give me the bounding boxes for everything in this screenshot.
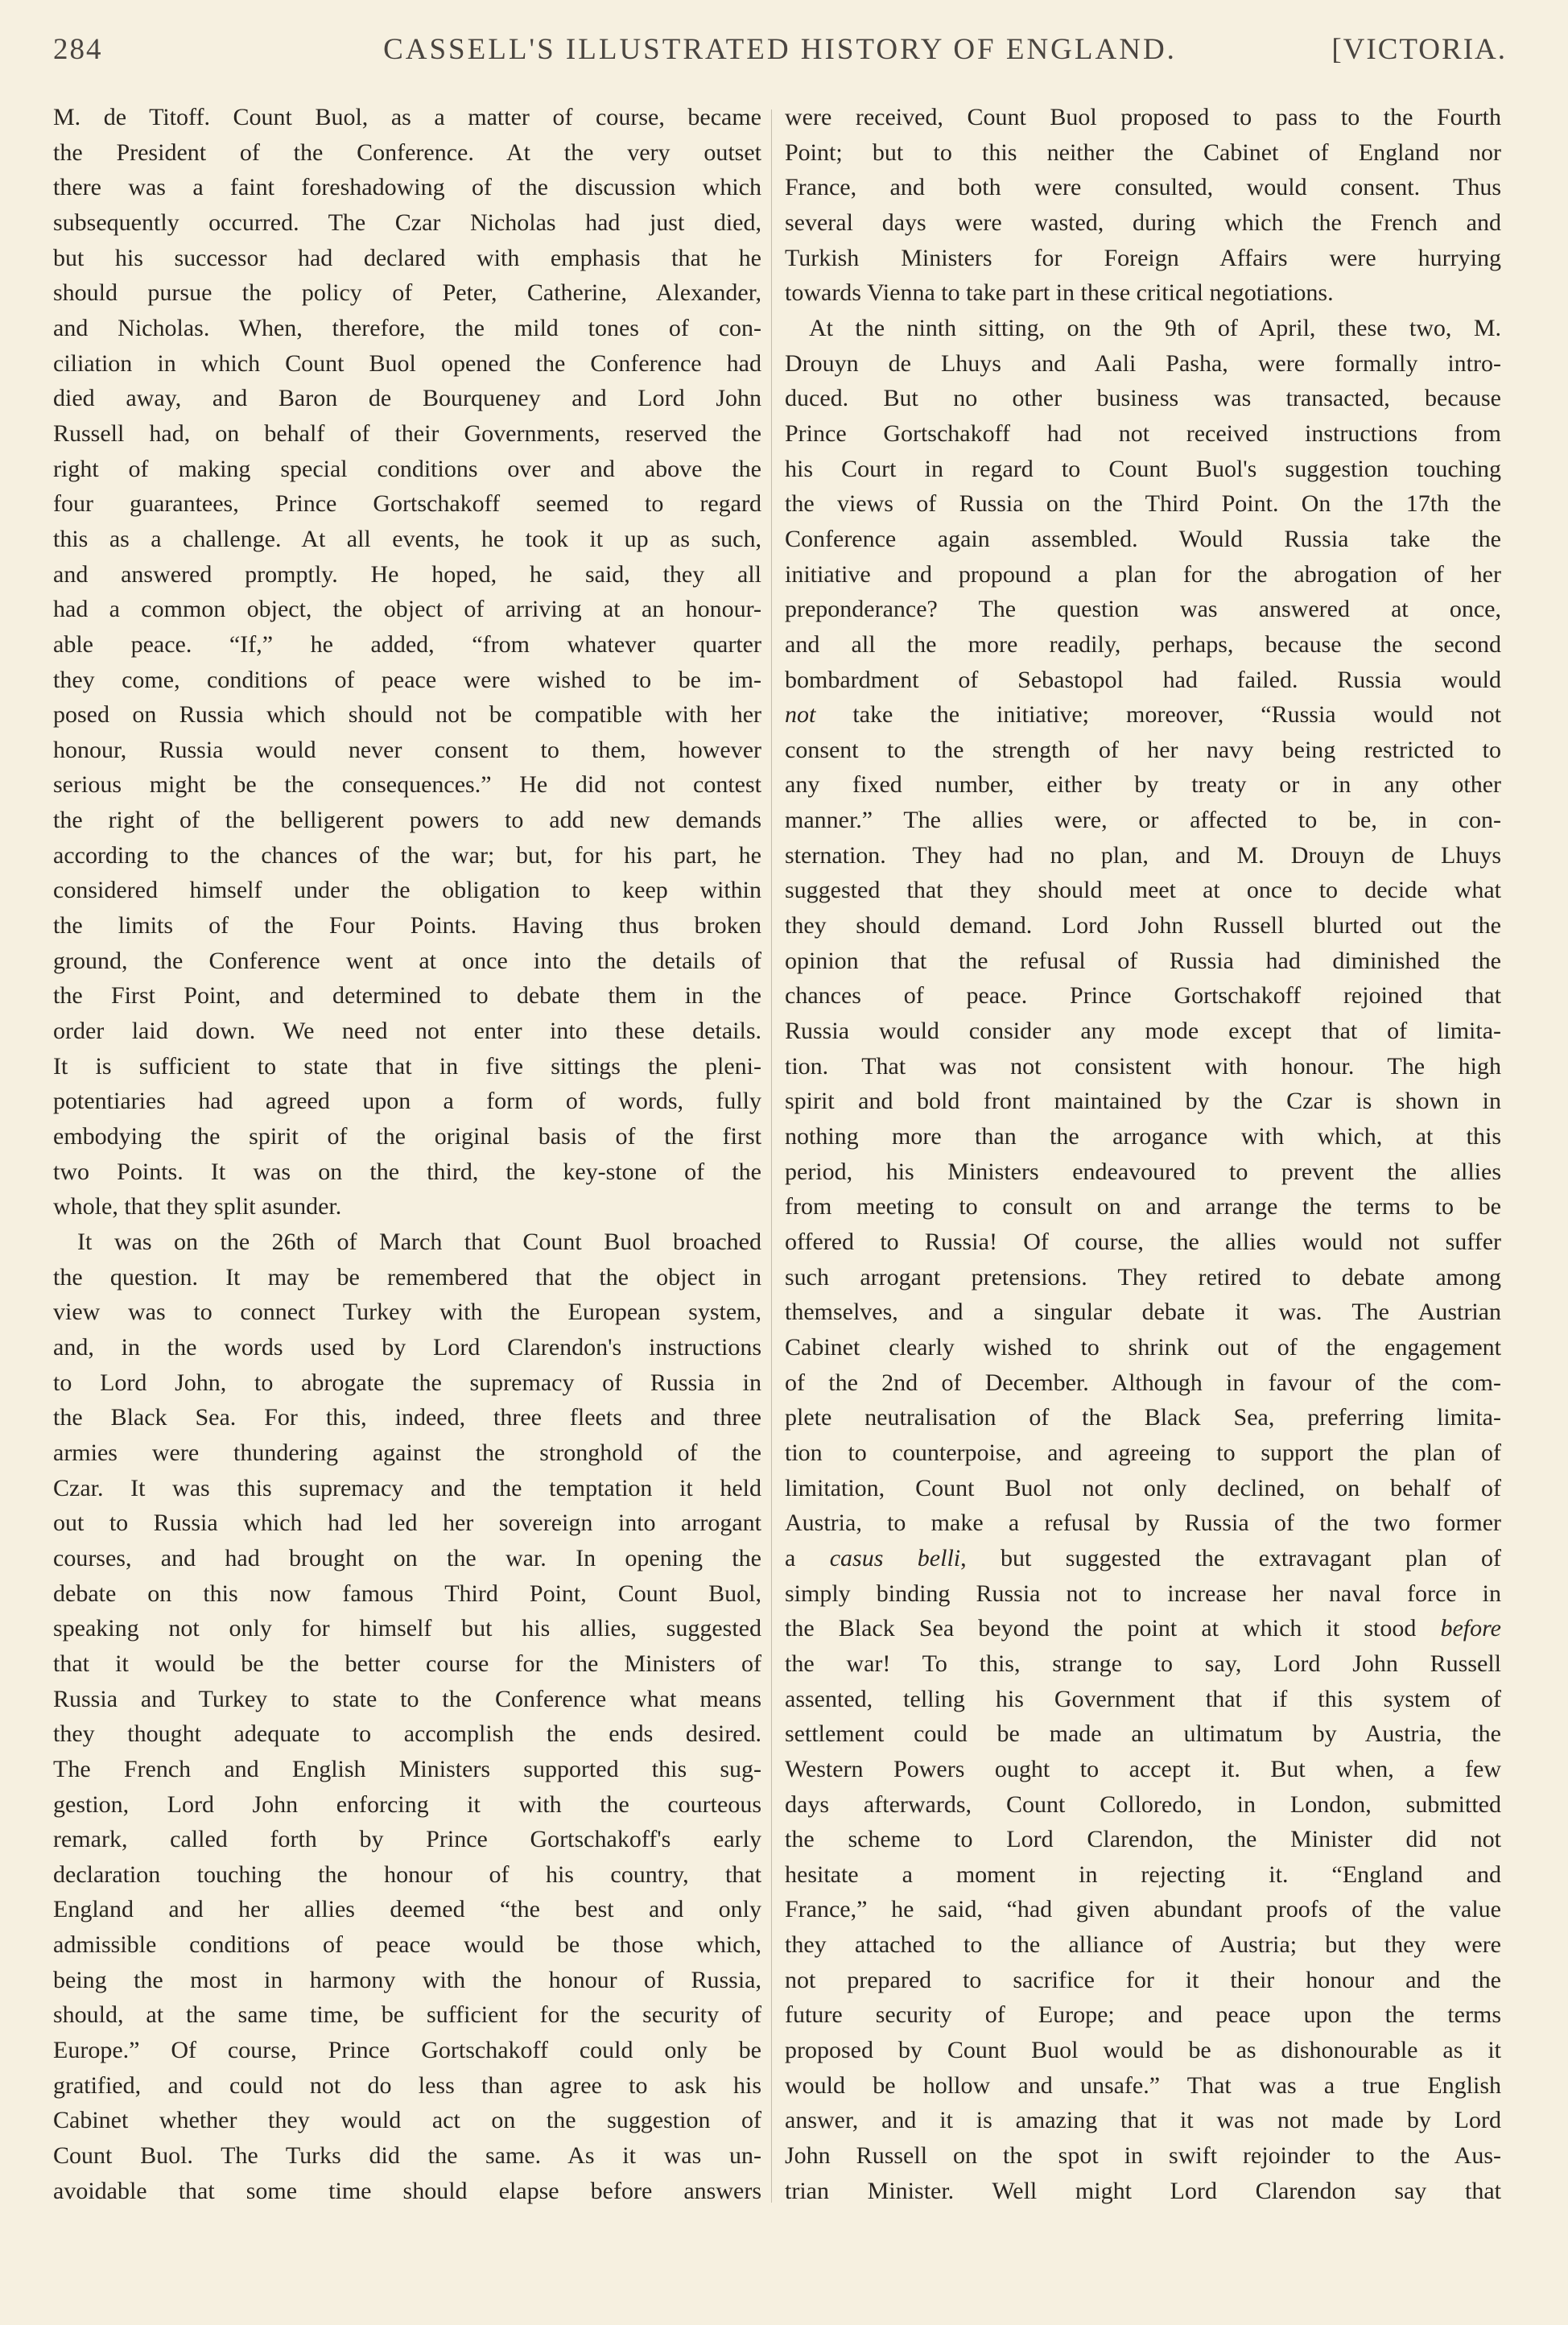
page-header <box>53 27 1507 76</box>
text-line: able peace. “If,” he added, “from whatever quarter <box>53 630 761 658</box>
text-line: a casus belli, but suggested the extravagant plan of <box>785 1544 1501 1571</box>
section-label: [VICTORIA. <box>1331 33 1507 66</box>
text-line: Western Powers ought to accept it. But when, a few <box>785 1755 1501 1782</box>
text-line: Count Buol. The Turks did the same. As it was un- <box>53 2142 761 2170</box>
text-line: initiative and propound a plan for the abrogation of her <box>785 560 1501 588</box>
text-line: M. de Titoff. Count Buol, as a matter of course, became <box>53 104 761 130</box>
text-line: declaration touching the honour of his country, that <box>53 1860 761 1888</box>
text-line: not take the initiative; moreover, “Russia would not <box>785 701 1501 729</box>
text-line: plete neutralisation of the Black Sea, preferring limita- <box>785 1404 1501 1431</box>
text-line: the Black Sea beyond the point at which it stood before <box>785 1615 1501 1642</box>
text-line: preponderance? The question was answered at once, <box>785 596 1501 623</box>
text-line: chances of peace. Prince Gortschakoff rejoined that <box>785 982 1501 1010</box>
text-line: they attached to the alliance of Austria; but they were <box>785 1931 1501 1959</box>
text-line: Conference again assembled. Would Russia take the <box>785 525 1501 552</box>
text-line: according to the chances of the war; but, for his part, he <box>53 841 761 869</box>
left-column <box>53 100 761 2208</box>
text-line: future security of Europe; and peace upon the terms <box>785 2001 1501 2029</box>
text-line: spirit and bold front maintained by the Czar is shown in <box>785 1088 1501 1115</box>
text-line: France, and both were consulted, would consent. Thus <box>785 174 1501 201</box>
text-line: settlement could be made an ultimatum by Austria, the <box>785 1720 1501 1748</box>
text-line: suggested that they should meet at once to decide what <box>785 877 1501 904</box>
text-line: opinion that the refusal of Russia had diminished the <box>785 947 1501 974</box>
text-line: that it would be the better course for the Ministers of <box>53 1650 761 1677</box>
text-line: to Lord John, to abrogate the supremacy of Russia in <box>53 1369 761 1396</box>
column-divider <box>771 109 772 2203</box>
text-line: Czar. It was this supremacy and the temptation it held <box>53 1474 761 1501</box>
text-line: ciliation in which Count Buol opened the Conference had <box>53 349 761 377</box>
text-line: gestion, Lord John enforcing it with the courteous <box>53 1790 761 1818</box>
text-line: Prince Gortschakoff had not received instructions from <box>785 419 1501 447</box>
text-line: towards Vienna to take part in these critical negotiations. <box>785 279 1334 307</box>
text-line: Russia and Turkey to state to the Conference what means <box>53 1685 761 1712</box>
text-line: potentiaries had agreed upon a form of words, fully <box>53 1088 761 1115</box>
text-line: It was on the 26th of March that Count Buol broached <box>77 1229 761 1255</box>
text-line: manner.” The allies were, or affected to be, in con- <box>785 807 1501 834</box>
text-line: themselves, and a singular debate it was. The Austrian <box>785 1299 1501 1326</box>
text-line: Austria, to make a refusal by Russia of the two former <box>785 1509 1501 1537</box>
text-line: not prepared to sacrifice for it their honour and the <box>785 1966 1501 1993</box>
text-line: It is sufficient to state that in five sittings the pleni- <box>53 1052 761 1080</box>
text-line: Russia would consider any mode except that of limita- <box>785 1018 1501 1045</box>
text-line: John Russell on the spot in swift rejoinder to the Aus- <box>785 2142 1501 2170</box>
text-line: nothing more than the arrogance with which, at this <box>785 1123 1501 1150</box>
text-line: the Black Sea. For this, indeed, three fleets and three <box>53 1404 761 1431</box>
text-line: and, in the words used by Lord Clarendon's instructions <box>53 1333 761 1361</box>
text-line: Russell had, on behalf of their Governments, reserved the <box>53 419 761 447</box>
text-line: the limits of the Four Points. Having thus broken <box>53 912 761 939</box>
text-line: debate on this now famous Third Point, Count Buol, <box>53 1580 761 1607</box>
text-line: admissible conditions of peace would be those which, <box>53 1931 761 1959</box>
text-line: should, at the same time, be sufficient for the security of <box>53 2001 761 2029</box>
text-line: remark, called forth by Prince Gortschakoff's early <box>53 1826 761 1853</box>
text-line: and answered promptly. He hoped, he said, they all <box>53 560 761 588</box>
text-line: duced. But no other business was transacted, because <box>785 385 1501 412</box>
text-line: the views of Russia on the Third Point. On the 17th the <box>785 490 1501 518</box>
text-line: bombardment of Sebastopol had failed. Russia would <box>785 666 1501 693</box>
text-line: they should demand. Lord John Russell blurted out the <box>785 912 1501 939</box>
text-line: assented, telling his Government that if this system of <box>785 1685 1501 1712</box>
text-line: two Points. It was on the third, the key-stone of the <box>53 1158 761 1185</box>
text-line: the war! To this, strange to say, Lord John Russell <box>785 1650 1501 1677</box>
text-line: whole, that they split asunder. <box>53 1193 342 1220</box>
text-line: armies were thundering against the stronghold of the <box>53 1439 761 1466</box>
text-line: The French and English Ministers supported this sug- <box>53 1755 761 1782</box>
text-line: were received, Count Buol proposed to pass to the Fourth <box>785 104 1501 130</box>
text-line: embodying the spirit of the original basis of the first <box>53 1123 761 1150</box>
text-line: simply binding Russia not to increase her naval force in <box>785 1580 1501 1607</box>
text-line: tion to counterpoise, and agreeing to support the plan of <box>785 1439 1501 1466</box>
text-line: Cabinet whether they would act on the suggestion of <box>53 2107 761 2134</box>
text-line: the right of the belligerent powers to add new demands <box>53 807 761 834</box>
text-line: proposed by Count Buol would be as dishonourable as it <box>785 2037 1501 2064</box>
running-title: CASSELL'S ILLUSTRATED HISTORY OF ENGLAND. <box>383 33 1177 66</box>
text-line: his Court in regard to Count Buol's suggestion touching <box>785 455 1501 482</box>
text-line: offered to Russia! Of course, the allies would not suffer <box>785 1229 1501 1255</box>
text-line: four guarantees, Prince Gortschakoff seemed to regard <box>53 490 761 518</box>
text-line: they thought adequate to accomplish the ends desired. <box>53 1720 761 1748</box>
text-line: and all the more readily, perhaps, because the second <box>785 630 1501 658</box>
text-line: considered himself under the obligation to keep within <box>53 877 761 904</box>
text-line: there was a faint foreshadowing of the discussion which <box>53 174 761 201</box>
text-line: the scheme to Lord Clarendon, the Minister did not <box>785 1826 1501 1853</box>
text-line: period, his Ministers endeavoured to prevent the allies <box>785 1158 1501 1185</box>
text-line: avoidable that some time should elapse before answers <box>53 2177 761 2204</box>
text-line: England and her allies deemed “the best and only <box>53 1896 761 1923</box>
text-line: Cabinet clearly wished to shrink out of the engagement <box>785 1333 1501 1361</box>
text-line: out to Russia which had led her sovereign into arrogant <box>53 1509 761 1537</box>
text-line: honour, Russia would never consent to them, however <box>53 736 761 763</box>
text-line: but his successor had declared with emphasis that he <box>53 244 761 271</box>
text-line: sternation. They had no plan, and M. Drouyn de Lhuys <box>785 841 1501 869</box>
text-line: Europe.” Of course, Prince Gortschakoff could only be <box>53 2037 761 2064</box>
text-line: hesitate a moment in rejecting it. “England and <box>785 1860 1501 1888</box>
text-line: limitation, Count Buol not only declined, on behalf of <box>785 1474 1501 1501</box>
text-line: view was to connect Turkey with the European system, <box>53 1299 761 1326</box>
text-line: ground, the Conference went at once into the details of <box>53 947 761 974</box>
text-line: they come, conditions of peace were wished to be im- <box>53 666 761 693</box>
text-line: subsequently occurred. The Czar Nicholas had just died, <box>53 209 761 236</box>
text-line: order laid down. We need not enter into these details. <box>53 1018 761 1045</box>
text-line: courses, and had brought on the war. In opening the <box>53 1544 761 1571</box>
text-line: the question. It may be remembered that the object in <box>53 1263 761 1291</box>
text-line: France,” he said, “had given abundant proofs of the value <box>785 1896 1501 1923</box>
text-line: days afterwards, Count Colloredo, in London, submitted <box>785 1790 1501 1818</box>
text-line: being the most in harmony with the honour of Russia, <box>53 1966 761 1993</box>
text-line: the President of the Conference. At the very outset <box>53 138 761 166</box>
text-line: trian Minister. Well might Lord Clarendon say that <box>785 2177 1501 2204</box>
text-line: posed on Russia which should not be compatible with her <box>53 701 761 729</box>
text-line: this as a challenge. At all events, he took it up as such, <box>53 525 761 552</box>
text-line: should pursue the policy of Peter, Catherine, Alexander, <box>53 279 761 307</box>
text-line: speaking not only for himself but his allies, suggested <box>53 1615 761 1642</box>
text-line: died away, and Baron de Bourqueney and Lord John <box>53 385 761 412</box>
text-line: such arrogant pretensions. They retired to debate among <box>785 1263 1501 1291</box>
text-line: of the 2nd of December. Although in favour of the com- <box>785 1369 1501 1396</box>
text-line: Turkish Ministers for Foreign Affairs were hurrying <box>785 244 1501 271</box>
text-line: the First Point, and determined to debate them in the <box>53 982 761 1010</box>
text-line: answer, and it is amazing that it was not made by Lord <box>785 2107 1501 2134</box>
text-line: several days were wasted, during which the French and <box>785 209 1501 236</box>
text-line: tion. That was not consistent with honour. The high <box>785 1052 1501 1080</box>
text-line: Point; but to this neither the Cabinet of England nor <box>785 138 1501 166</box>
text-line: Drouyn de Lhuys and Aali Pasha, were formally intro- <box>785 349 1501 377</box>
text-line: had a common object, the object of arriving at an honour- <box>53 596 761 623</box>
page-number: 284 <box>53 33 103 66</box>
text-line: and Nicholas. When, therefore, the mild tones of con- <box>53 314 761 341</box>
text-line: right of making special conditions over and above the <box>53 455 761 482</box>
text-line: any fixed number, either by treaty or in any other <box>785 771 1501 799</box>
text-line: At the ninth sitting, on the 9th of April, these two, M. <box>809 314 1501 341</box>
right-column <box>785 100 1501 2208</box>
text-line: from meeting to consult on and arrange the terms to be <box>785 1193 1501 1220</box>
text-line: serious might be the consequences.” He did not contest <box>53 771 761 799</box>
text-line: consent to the strength of her navy being restricted to <box>785 736 1501 763</box>
text-line: would be hollow and unsafe.” That was a true English <box>785 2071 1501 2099</box>
text-line: gratified, and could not do less than agree to ask his <box>53 2071 761 2099</box>
